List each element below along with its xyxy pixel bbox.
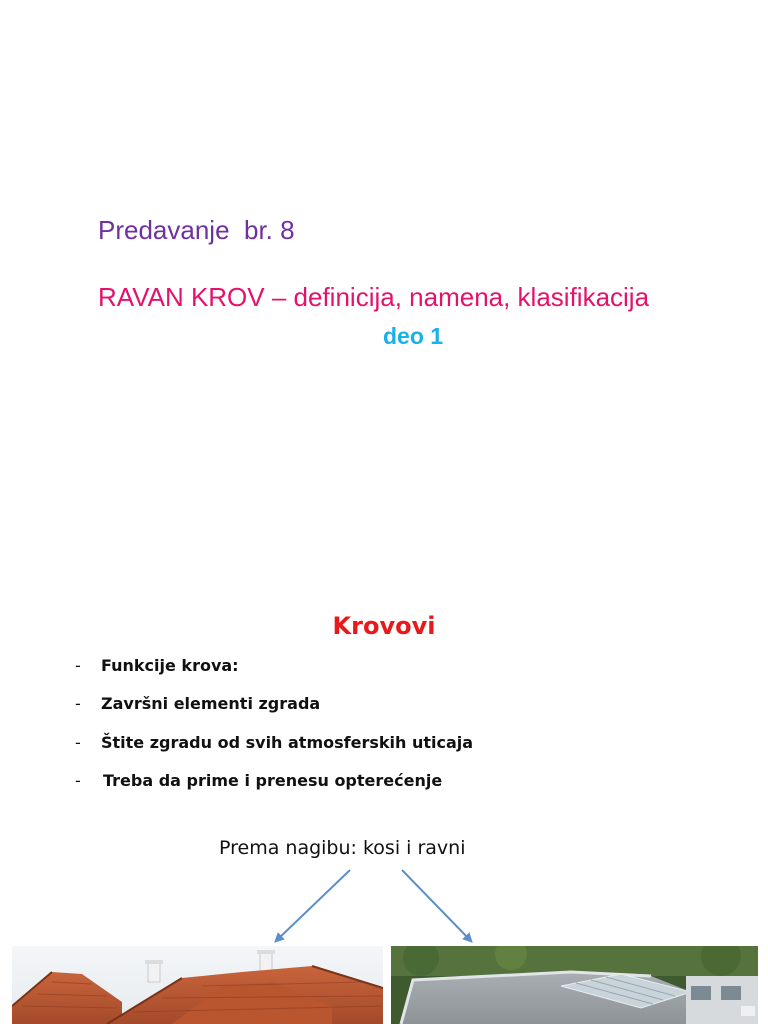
bullet-text: Treba da prime i prenesu opterećenje <box>103 771 443 790</box>
list-item <box>75 656 239 675</box>
section-title: Krovovi <box>332 612 436 640</box>
bullet-marker: - <box>75 771 81 790</box>
lecture-number: Predavanje br. 8 <box>98 215 295 245</box>
bullet-marker: - <box>75 733 81 752</box>
list-item <box>75 771 442 790</box>
classification-subtitle: Prema nagibu: kosi i ravni <box>219 837 466 859</box>
arrow-left-icon <box>277 870 350 940</box>
list-item <box>75 733 473 752</box>
sloped-roof-photo <box>12 946 383 1024</box>
bullet-text: Završni elementi zgrada <box>101 694 321 713</box>
bullet-marker: - <box>75 694 81 713</box>
bullet-marker: - <box>75 656 81 675</box>
arrow-right-icon <box>402 870 470 940</box>
bullet-text: Funkcije krova: <box>101 656 239 675</box>
bullet-text: Štite zgradu od svih atmosferskih uticaja <box>101 733 474 752</box>
flat-roof-photo <box>391 946 758 1024</box>
part-label: deo 1 <box>383 323 444 349</box>
arrows-diagram <box>0 860 768 950</box>
lecture-title: RAVAN KROV – definicija, namena, klasifikacija <box>98 282 650 312</box>
list-item <box>75 694 320 713</box>
